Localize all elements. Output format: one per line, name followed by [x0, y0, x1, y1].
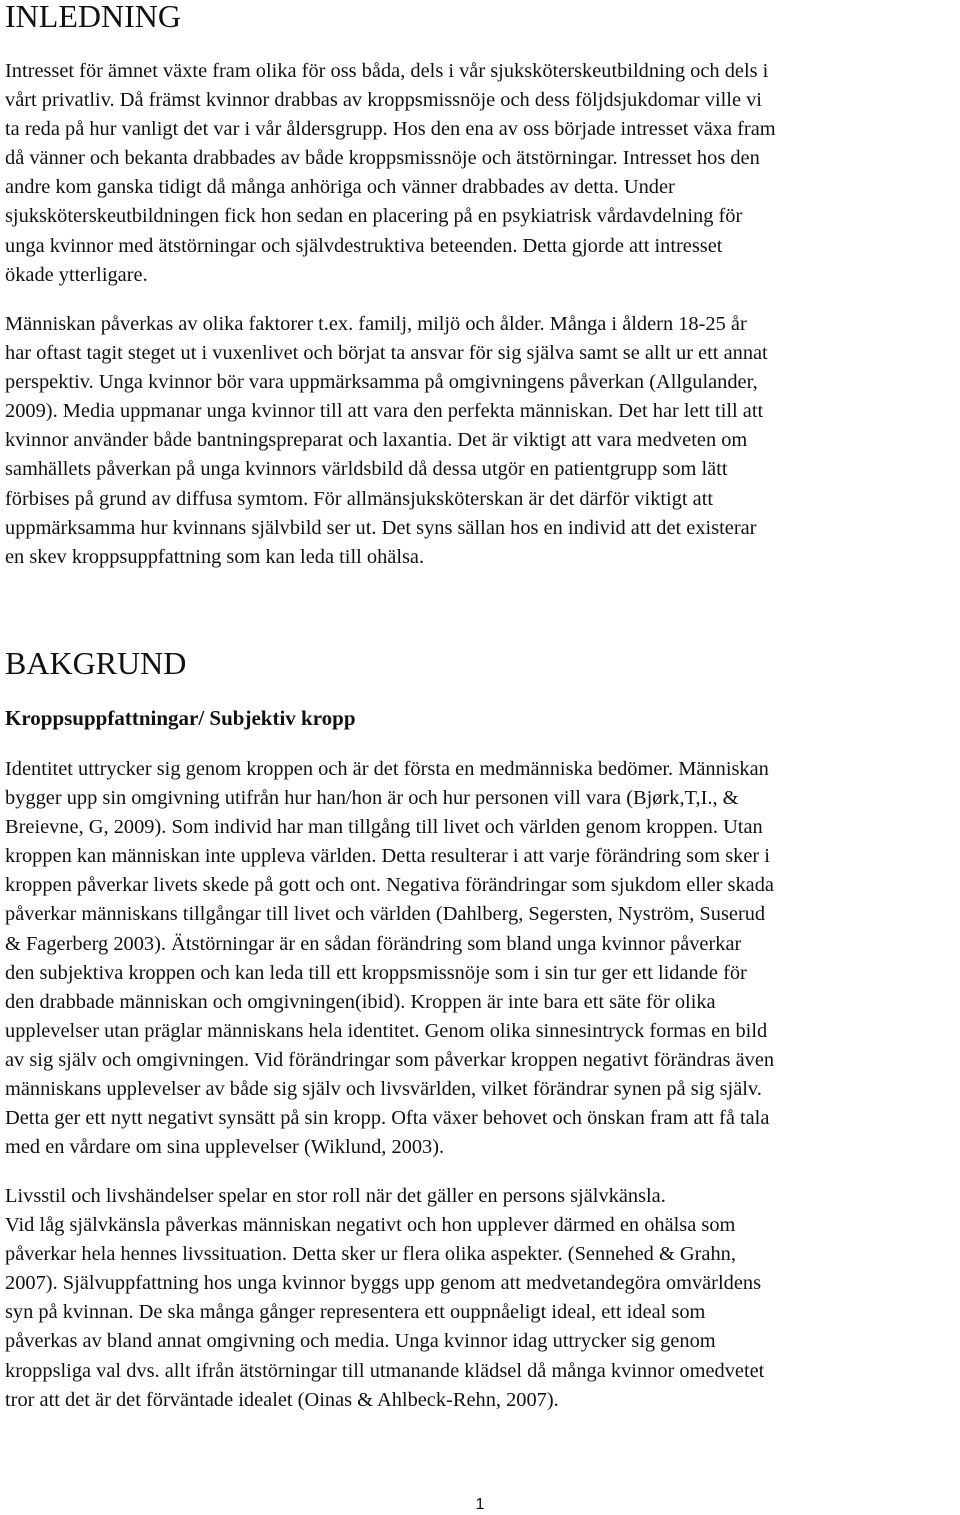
- text-line: syn på kvinnan. De ska många gånger representera ett ouppnåeligt ideal, ett ideal som: [5, 1301, 706, 1324]
- text-line: 2009). Media uppmanar unga kvinnor till att vara den perfekta människan. Det har lett till att: [5, 400, 764, 423]
- text-line: påverkar hela hennes livssituation. Detta sker ur flera olika aspekter. (Sennehed & Grahn,: [5, 1243, 736, 1266]
- text-line: upplevelser utan präglar människans hela identitet. Genom olika sinnesintryck formas en bild: [5, 1019, 768, 1042]
- text-line: uppmärksamma hur kvinnans självbild ser ut. Det syns sällan hos en individ att det existerar: [5, 516, 757, 539]
- text-line: bygger upp sin omgivning utifrån hur han/hon är och hur personen vill vara (Bjørk,T,I., &: [5, 787, 739, 810]
- text-line: sjuksköterskeutbildningen fick hon sedan en placering på en psykiatrisk vårdavdelning för: [5, 205, 743, 228]
- page-number: 1: [475, 1496, 485, 1513]
- text-line: har oftast tagit steget ut i vuxenlivet och börjat ta ansvar för sig själva samt se allt ur ett annat: [5, 342, 768, 365]
- text-line: Detta ger ett nytt negativt synsätt på sin kropp. Ofta växer behovet och önskan fram att få tala: [5, 1107, 770, 1130]
- text-line: vårt privatliv. Då främst kvinnor drabbas av kroppsmissnöje och dess följdsjukdomar ville vi: [5, 89, 762, 112]
- text-line: Vid låg självkänsla påverkas människan negativt och hon upplever därmed en ohälsa som: [5, 1214, 736, 1237]
- heading-inledning: INLEDNING: [5, 0, 181, 34]
- text-line: den subjektiva kroppen och kan leda till ett kroppsmissnöje som i sin tur ger ett lidande för: [5, 961, 747, 984]
- text-line: en skev kroppsuppfattning som kan leda till ohälsa.: [5, 545, 425, 568]
- text-line: kroppen kan människan inte uppleva världen. Detta resulterar i att varje förändring som sker i: [5, 845, 770, 868]
- paragraph-bakgrund-2: [5, 1182, 953, 1415]
- text-line: människans upplevelser av både sig själv och livsvärlden, vilket förändrar synen på sig själv.: [5, 1078, 762, 1101]
- heading-bakgrund: BAKGRUND: [5, 645, 187, 681]
- paragraph-bakgrund-1: [5, 755, 953, 1162]
- text-line: Identitet uttrycker sig genom kroppen och är det första en medmänniska bedömer. Människan: [5, 758, 769, 780]
- text-line: & Fagerberg 2003). Ätstörningar är en sådan förändring som bland unga kvinnor påverkar: [5, 932, 742, 955]
- paragraph-intro-1: [5, 57, 953, 290]
- text-line: då vänner och bekanta drabbades av både kroppsmissnöje och ätstörningar. Intresset hos den: [5, 147, 760, 170]
- text-line: kroppsliga val dvs. allt ifrån ätstörningar till utmanande klädsel då många kvinnor omedvetet: [5, 1359, 765, 1382]
- text-line: Intresset för ämnet växte fram olika för oss båda, dels i vår sjuksköterskeutbildning och dels i: [5, 60, 769, 82]
- text-line: perspektiv. Unga kvinnor bör vara uppmärksamma på omgivningens påverkan (Allgulander,: [5, 371, 758, 394]
- text-line: unga kvinnor med ätstörningar och självdestruktiva beteenden. Detta gjorde att intresset: [5, 234, 723, 257]
- paragraph-intro-2: [5, 310, 953, 572]
- text-line: med en vårdare om sina upplevelser (Wiklund, 2003).: [5, 1136, 445, 1159]
- text-line: påverkas av bland annat omgivning och media. Unga kvinnor idag uttrycker sig genom: [5, 1330, 716, 1353]
- text-line: 2007). Självuppfattning hos unga kvinnor byggs upp genom att medvetandegöra omvärldens: [5, 1272, 762, 1295]
- text-line: kroppen påverkar livets skede på gott och ont. Negativa förändringar som sjukdom eller skada: [5, 874, 774, 897]
- text-line: tror att det är det förväntade idealet (Oinas & Ahlbeck-Rehn, 2007).: [5, 1388, 559, 1411]
- text-line: Livsstil och livshändelser spelar en stor roll när det gäller en persons självkänsla.: [5, 1185, 666, 1207]
- text-line: Människan påverkas av olika faktorer t.ex. familj, miljö och ålder. Många i åldern 18-25 år: [5, 313, 747, 335]
- text-line: av sig själv och omgivningen. Vid förändringar som påverkar kroppen negativt förändras även: [5, 1048, 775, 1071]
- text-line: påverkar människans tillgångar till livet och världen (Dahlberg, Segersten, Nyström, Suserud: [5, 903, 766, 926]
- text-line: andre kom ganska tidigt då många anhöriga och vänner drabbades av detta. Under: [5, 176, 675, 199]
- text-line: ökade ytterligare.: [5, 263, 148, 286]
- text-line: kvinnor använder både bantningspreparat och laxantia. Det är viktigt att vara medveten om: [5, 429, 748, 452]
- text-line: Breievne, G, 2009). Som individ har man tillgång till livet och världen genom kroppen. Utan: [5, 816, 763, 839]
- text-line: ta reda på hur vanligt det var i vår åldersgrupp. Hos den ena av oss började intresset växa fram: [5, 118, 776, 141]
- text-line: samhällets påverkan på unga kvinnors världsbild då dessa utgör en patientgrupp som lätt: [5, 458, 728, 481]
- subheading-kroppsuppfattningar: Kroppsuppfattningar/ Subjektiv kropp: [5, 706, 356, 730]
- text-line: den drabbade människan och omgivningen(ibid). Kroppen är inte bara ett säte för olika: [5, 990, 716, 1013]
- text-line: förbises på grund av diffusa symtom. För allmänsjuksköterskan är det därför viktigt att: [5, 487, 714, 510]
